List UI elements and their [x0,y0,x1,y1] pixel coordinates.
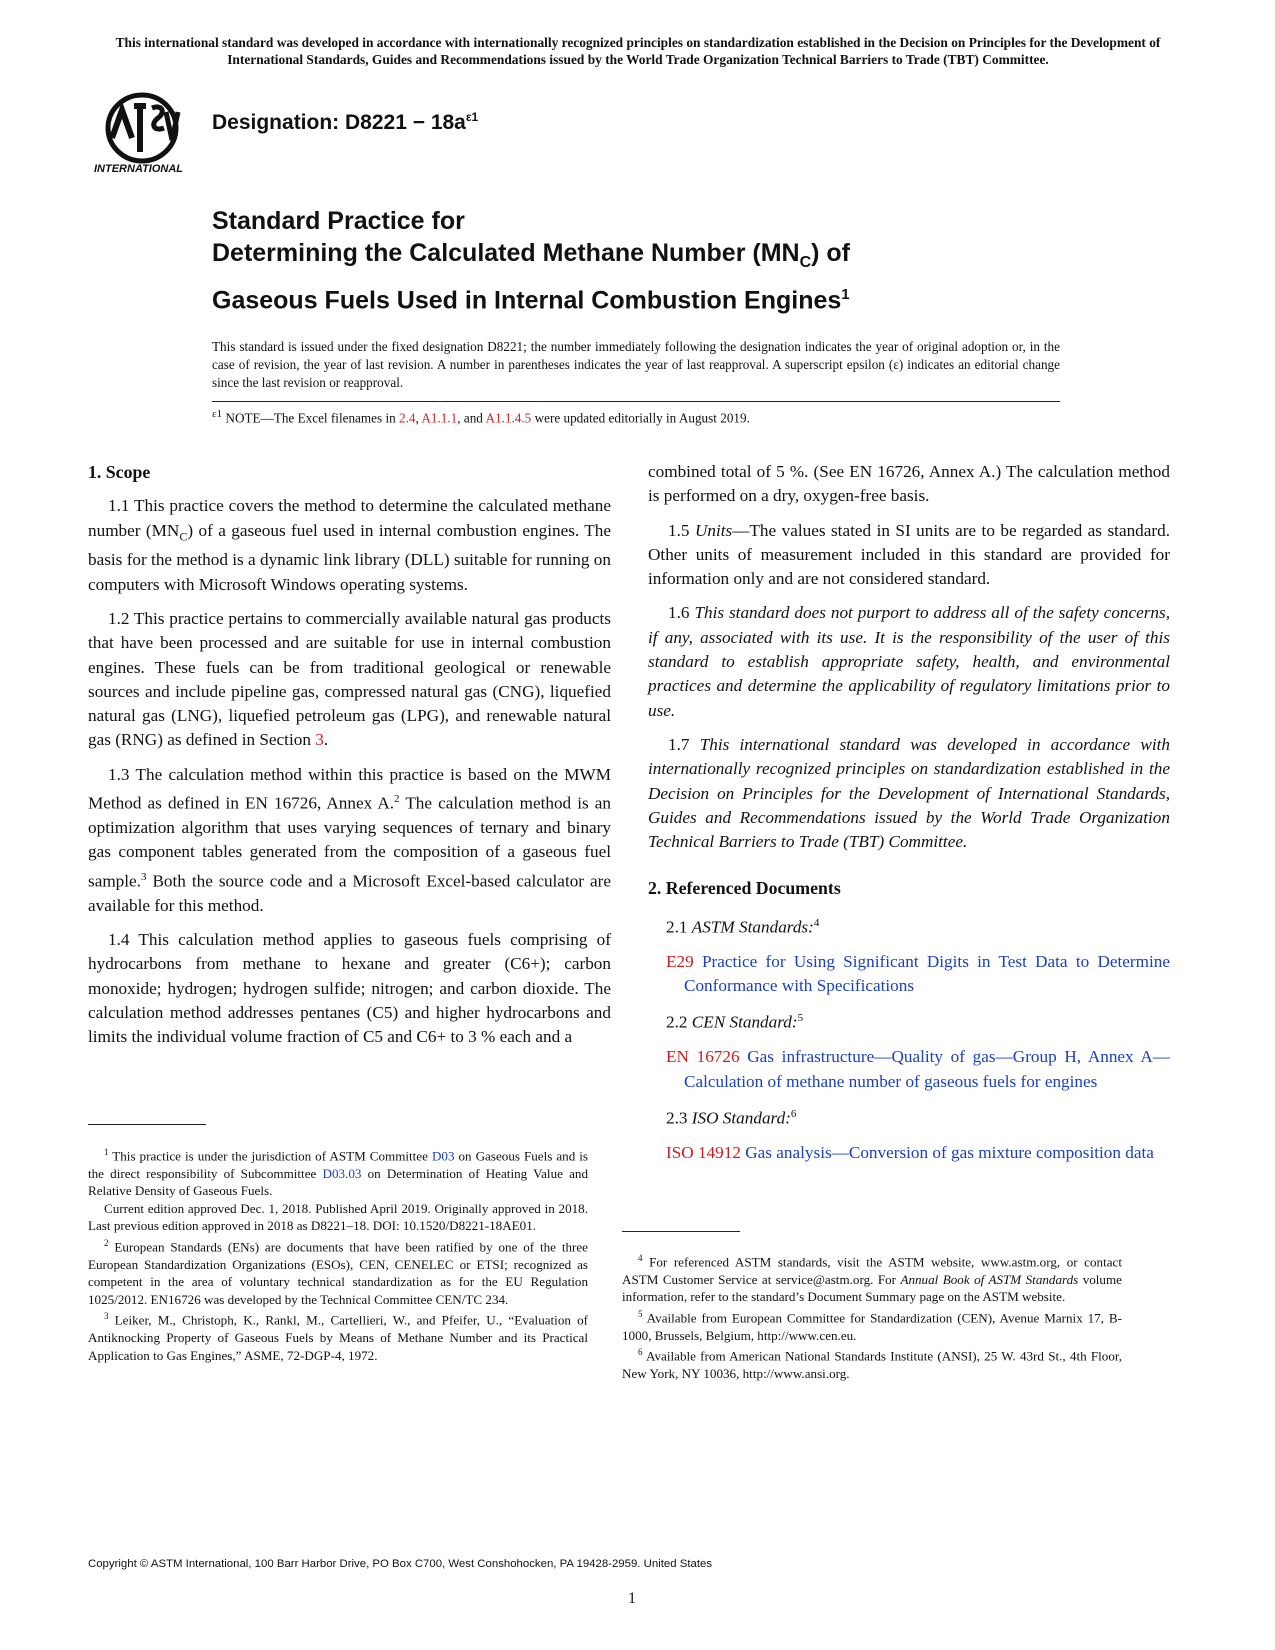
link-section-3[interactable]: 3 [315,730,324,750]
para-1-2: 1.2 This practice pertains to commercially available natural gas products that have been processed and are suitable for use in internal combustion engines. These fuels can be from traditional geological or renewable sources and include pipeline gas, compressed natural gas (CNG), liquefied natural gas (LNG), liquefied petroleum gas (LPG), and renewable natural gas (RNG) as defined in Section 3. [88,608,611,750]
footnote-6: $^6$ Available from American National Standards Institute (ANSI), 25 W. 43rd St., 4th Floor, New York, NY 10036, http://www.ansi.org. [622,1347,1122,1382]
link-a1-1-4-5[interactable]: A1.1.4.5 [485,410,532,426]
para-1-6: 1.6 This standard does not purport to address all of the safety concerns, if any, associated with its use. It is the responsibility of the user of this standard to establish appropriate safety, health, and environmental practices and determine the applicability of regulatory limitations prior to use. [648,603,1171,720]
link-d03-03[interactable]: D03.03 [322,1165,362,1181]
para-1-4: 1.4 This calculation method applies to gaseous fuels comprising of hydrocarbons from methane to hexane and greater (C6+); carbon monoxide; hydrogen; hydrogen sulfide; nitrogen; and carbon dioxide. The calculation method addresses pentanes (C5) and higher hydrocarbons and limits the individual volume fraction of C5 and C6+ to 3 % each and a [88,929,611,1047]
para-1-5: 1.5 Units—The values stated in SI units are to be regarded as standard. Other units of measurement included in this standard are provided for information only and are not considered standard. [648,520,1171,589]
para-1-4-continued: combined total of 5 %. (See EN 16726, Annex A.) The calculation method is performed on a dry, oxygen-free basis. [648,462,1170,506]
link-2-4[interactable]: 2.4 [399,410,416,426]
footnotes-right [622,1250,1122,1383]
link-a1-1-1[interactable]: A1.1.1 [421,410,458,426]
logo-text: INTERNATIONAL [94,163,184,175]
para-1-3: 1.3 The calculation method within this practice is based on the MWM Method as defined in EN 16726, Annex A.$^2$ The calculation method is an optimization algorithm that uses varying sequences of ternary and binary gas component tables generated from the composition of a gaseous fuel sample.$^3$ Both the source code and a Microsoft Excel-based calculator are available for this method. [88,764,611,915]
link-d03[interactable]: D03 [431,1148,455,1164]
issuance-statement: This standard is issued under the fixed designation D8221; the number immediately following the designation indicates the year of original adoption or, in the case of revision, the year of last revision. A number in parentheses indicates the year of last reapproval. A superscript epsilon (ε) indicates an editorial change since the last revision or reapproval. [212,339,1060,390]
footnote-5: $^5$ Available from European Committee for Standardization (CEN), Avenue Marnix 17, B-1000, Brussels, Belgium, http://www.cen.eu. [622,1308,1122,1343]
reference-e29[interactable]: E29 Practice for Using Significant Digits in Test Data to Determine Conformance with Specifications [666,951,1170,996]
right-column [648,460,1170,1173]
para-1-7: 1.7 This international standard was developed in accordance with internationally recognized principles on standardization established in the Decision on Principles for the Development of International Standards, Guides and Recommendations issued by the World Trade Organization Technical Barriers to Trade (TBT) Committee. [648,734,1170,852]
astm-logo [92,90,197,180]
reference-en16726[interactable]: EN 16726 Gas infrastructure—Quality of gas—Group H, Annex A—Calculation of methane number of gaseous fuels for engines [666,1047,1170,1091]
document-title: Standard Practice for Determining the Calculated Methane Number $(MN_C)$ of Gaseous Fuels Used in Internal Combustion Engines$^1$ [212,207,851,315]
footnote-2: $^2$ European Standards (ENs) are documents that have been ratified by one of the three European Standardization Organizations (ESOs), CEN, CENELEC or ETSI; recognized as competent in the area of voluntary technical standardization as for the EU Regulation 1025/2012. EN16726 was developed by the Technical Committee CEN/TC 234. [88,1237,588,1307]
page-number: 1 [628,1590,636,1607]
designation: Designation: $D8221 - 18a^{\varepsilon 1}$ [212,110,479,134]
copyright: Copyright © ASTM International, 100 Barr Harbor Drive, PO Box C700, West Conshohocken, PA 19428-2959. United States [88,1558,713,1570]
scope-heading: 1. Scope [88,462,151,482]
para-1-1: 1.1 This practice covers the method to determine the calculated methane number $(MN_C)$ of a gaseous fuel used in internal combustion engines. The basis for the method is a dynamic link library (DLL) suitable for running on computers with Microsoft Windows operating systems. [88,496,611,594]
reference-iso14912[interactable]: ISO 14912 Gas analysis—Conversion of gas mixture composition data [666,1143,1154,1163]
footnote-1-edition: Current edition approved Dec. 1, 2018. Published April 2019. Originally approved in 2018. Last previous edition approved in 2018 as D8221–18. DOI: 10.1520/D8221-18AE01. [88,1200,588,1234]
top-notice: This international standard was developed in accordance with internationally recognized principles on standardization established in the Decision on Principles for the Development of International Standards, Guides and Recommendations issued by the World Trade Organization Technical Barriers to Trade (TBT) Committee. [115,35,1161,67]
editorial-note: $^{\varepsilon 1}$ NOTE—The Excel filenames in 2.4, A1.1.1, and A1.1.4.5 were updated editorially in August 2019. [212,408,750,426]
divider [212,401,1060,402]
left-column [88,460,611,1059]
footnote-4: $^4$ For referenced ASTM standards, visit the ASTM website, www.astm.org, or contact ASTM Customer Service at service@astm.org. For Annual Book of ASTM Standards volume information, refer to the standard’s Document Summary page on the ASTM website. [622,1253,1122,1305]
footnote-1: $^1$ This practice is under the jurisdiction of ASTM Committee D03 on Gaseous Fuels and is the direct responsibility of Subcommittee D03.03 on Determination of Heating Value and Relative Density of Gaseous Fuels. [88,1147,588,1199]
astm-standards-head: 2.1 ASTM Standards:$^4$ [666,916,820,937]
cen-standard-head: 2.2 CEN Standard:$^5$ [666,1012,804,1033]
footnote-divider-right [622,1231,740,1232]
iso-standard-head: 2.3 ISO Standard:$^6$ [666,1108,797,1128]
references-heading: 2. Referenced Documents [648,878,841,899]
footnote-divider-left [88,1124,206,1125]
footnotes-left [88,1144,588,1364]
footnote-3: $^3$ Leiker, M., Christoph, K., Rankl, M., Cartellieri, W., and Pfeifer, U., “Evaluation of Antiknocking Property of Gaseous Fuels by Means of Methane Number and its Practical Application to Gas Engines,” ASME, 72-DGP-4, 1972. [88,1311,588,1363]
